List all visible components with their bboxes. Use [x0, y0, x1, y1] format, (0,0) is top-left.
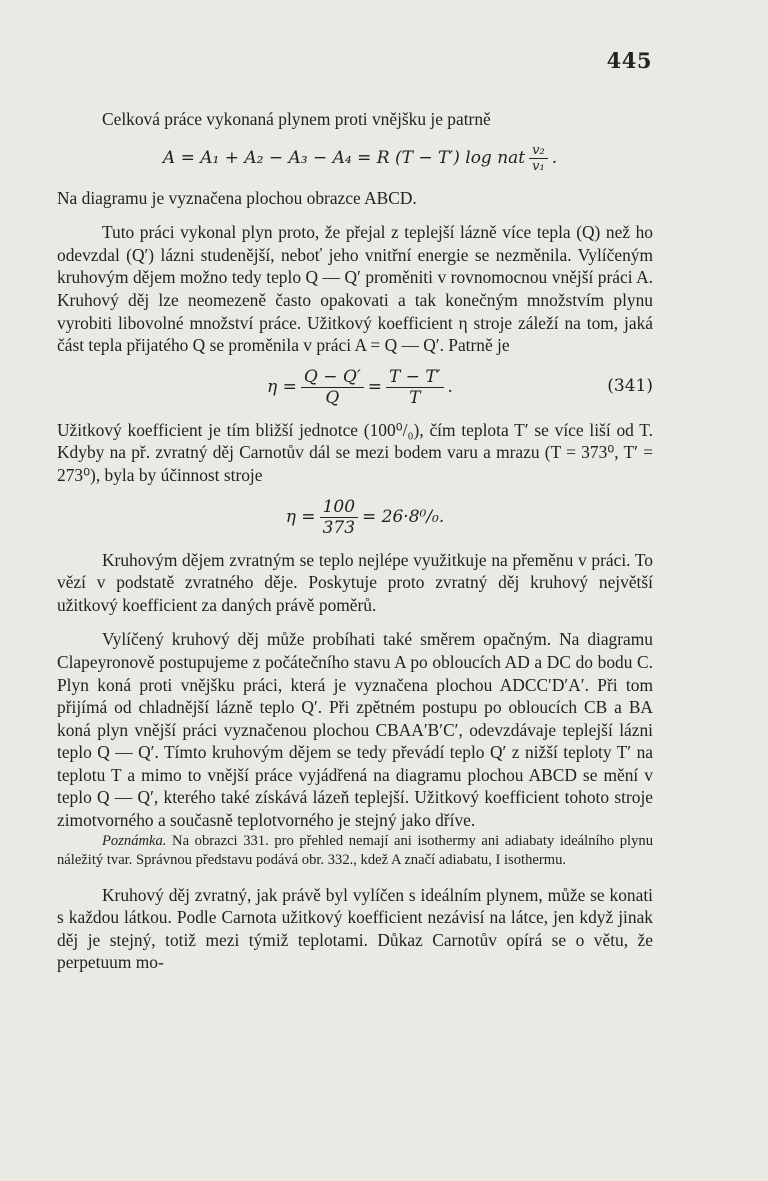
- fraction-denominator: Q: [325, 388, 340, 409]
- page-body: [57, 108, 653, 974]
- equation-efficiency-rhs: = 26·8⁰/₀.: [362, 507, 445, 528]
- equation-341: [57, 357, 653, 419]
- fraction-denominator: v₁: [532, 159, 545, 175]
- footnote: [57, 832, 653, 870]
- fraction-v2-v1: [529, 143, 548, 174]
- fraction-temperature: [386, 367, 444, 408]
- equation-work: [57, 131, 653, 187]
- paragraph-efficiency: Užitkový koefficient je tím bližší jednotce (100⁰/₀), čím teplota T′ se více liší od T. Kdyby na př. zvratný děj Carnotův dál se mezi bodem varu a mrazu (T = 373⁰, T′ = 273⁰), byla by účinnost stroje: [57, 419, 653, 485]
- equation-number: (341): [607, 375, 653, 396]
- equals-sign: =: [367, 377, 382, 398]
- paragraph-heat-work: Tuto práci vykonal plyn proto, že přejal z teplejší lázně více tepla (Q) než ho odevzdal (Q′) lázni studenější, neboť jeho vnitřní energie se nezměnila. Vylíčeným kruhovým dějem možno tedy teplo Q — Q′ proměniti v rovnomocnou vnější práci A. Kruhový děj lze neomezeně často opakovati a tak konečným množstvím plynu vyrobiti libovolné množství práce. Užitkový koefficient η stroje záleží na tom, jaká část tepla přijatého Q se proměnila v práci A = Q — Q′. Patrně je: [57, 222, 653, 356]
- fraction-denominator: T: [409, 388, 421, 409]
- page-number: 445: [606, 48, 652, 73]
- paragraph-reversible: Kruhovým dějem zvratným se teplo nejlépe využitkuje na přeměnu v práci. To vězí v podstatě zvratného děje. Poskytuje proto zvratný děj kruhový největší užitkový koefficient za daných právě poměrů.: [57, 549, 653, 615]
- fraction-100-373: [320, 497, 358, 538]
- equation-efficiency-value: [57, 487, 653, 549]
- equation-work-tail: .: [551, 148, 558, 169]
- fraction-denominator: 373: [322, 518, 356, 539]
- fraction-numerator: T − T′: [386, 367, 444, 388]
- paragraph-carnot: Kruhový děj zvratný, jak právě byl vylíčen s ideálním plynem, může se konati s každou látkou. Podle Carnota užitkový koefficient nezávisí na látce, jen když jinak děj je stejný, totiž mezi týmiž teplotami. Důkaz Carnotův opírá se o větu, že perpetuum mo-: [57, 884, 653, 973]
- paragraph-diagram: Na diagramu je vyznačena plochou obrazce ABCD.: [57, 187, 417, 208]
- fraction-numerator: 100: [320, 497, 358, 518]
- equation-work-lhs: A = A₁ + A₂ − A₃ − A₄ = R (T − T′) log nat: [162, 148, 526, 169]
- fraction-numerator: Q − Q′: [301, 367, 364, 388]
- fraction-numerator: v₂: [529, 143, 548, 159]
- footnote-label: Poznámka.: [102, 832, 167, 849]
- fraction-heat: [301, 367, 364, 408]
- paragraph-intro: Celková práce vykonaná plynem proti vnějšku je patrně: [102, 109, 491, 129]
- footnote-text: Na obrazci 331. pro přehled nemají ani isothermy ani adiabaty ideálního plynu náležitý tvar. Správnou představu podává obr. 332., kdež A značí adiabatu, I isothermu.: [57, 832, 653, 868]
- equation-341-lhs: η =: [267, 377, 297, 398]
- equation-341-tail: .: [447, 377, 453, 398]
- paragraph-reverse-cycle: Vylíčený kruhový děj může probíhati také směrem opačným. Na diagramu Clapeyronově postupujeme z počátečního stavu A po obloucích AD a DC do bodu C. Plyn koná proti vnějšku práci, která je vyznačena plochou ADCC′D′A′. Při tom přijímá od chladnější lázně teplo Q′. Při zpětném postupu po obloucích CB a BA koná plyn vnější práci vyznačenou plochou CBAA′B′C′, odevzdávaje teplejší lázni teplo Q — Q′. Tímto kruhovým dějem se tedy převádí teplo Q′ z nižší teploty T′ na teplotu T a mimo to vnější práce vyjádřená na diagramu plochou ABCD se mění v teplo Q — Q′, kterého také získává lázeň teplejší. Užitkový koefficient tohoto stroje zimotvorného a současně teplotvorného je stejný jako dříve.: [57, 629, 653, 831]
- equation-efficiency-lhs: η =: [285, 507, 316, 528]
